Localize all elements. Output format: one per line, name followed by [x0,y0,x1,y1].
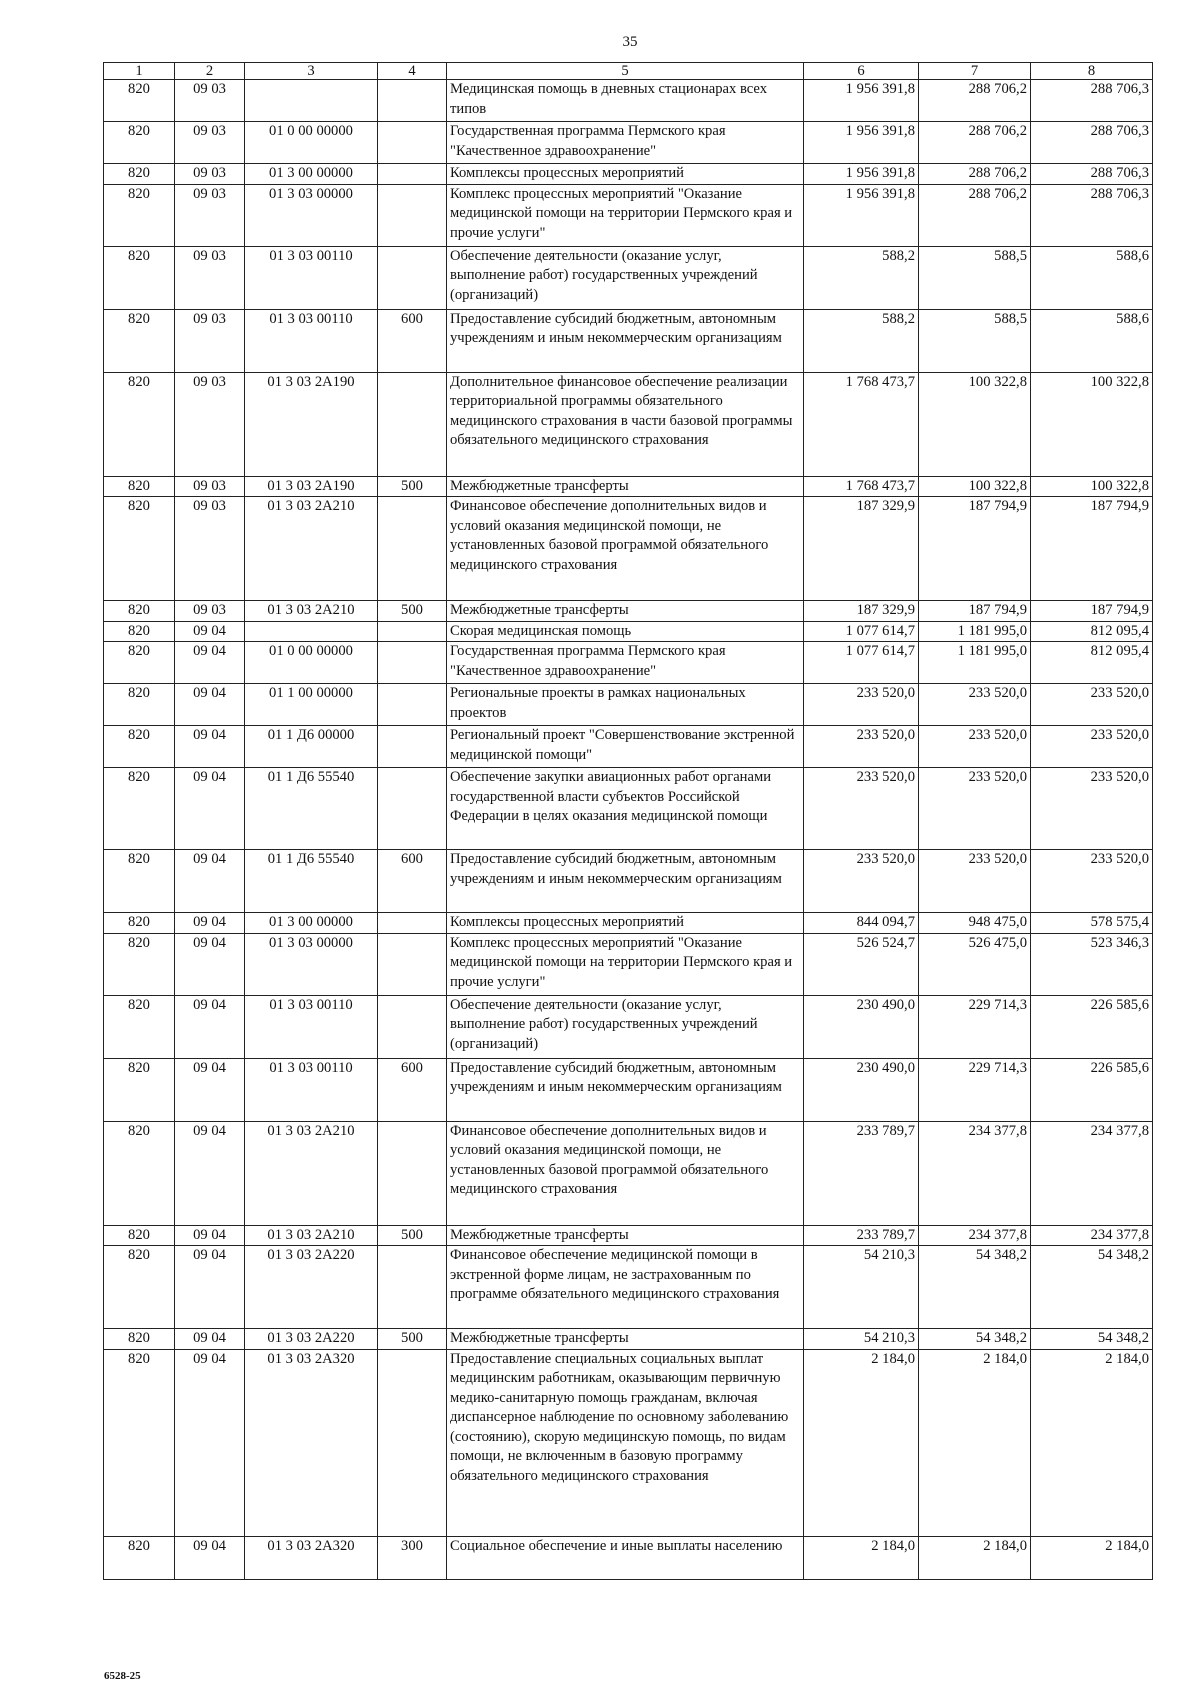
description-cell: Государственная программа Пермского края "Качественное здравоохранение" [447,122,804,164]
amount-2027-cell: 588,6 [1031,246,1153,309]
ministry-code-cell: 820 [104,1058,175,1121]
expense-type-cell [378,768,447,850]
amount-2026-cell: 100 322,8 [919,372,1031,476]
section-cell: 09 04 [175,621,245,642]
target-article-cell: 01 3 03 2A220 [245,1246,378,1329]
description-cell: Межбюджетные трансферты [447,1329,804,1350]
ministry-code-cell: 820 [104,933,175,995]
amount-2025-cell: 844 094,7 [804,913,919,934]
description-cell: Предоставление специальных социальных выплат медицинским работникам, оказывающим первичную медико-санитарную помощь гражданам, включая диспансерное наблюдение по основному заболеванию (состоянию), скорую медицинскую помощь, по видам помощи, не включенным в базовую программу обязательного медицинского страхования [447,1349,804,1536]
target-article-cell: 01 3 03 00110 [245,309,378,372]
description-cell: Медицинская помощь в дневных стационарах всех типов [447,80,804,122]
column-header: 8 [1031,63,1153,80]
target-article-cell: 01 0 00 00000 [245,642,378,684]
amount-2027-cell: 187 794,9 [1031,497,1153,601]
amount-2025-cell: 1 768 473,7 [804,476,919,497]
expense-type-cell [378,995,447,1058]
ministry-code-cell: 820 [104,1349,175,1536]
table-row [104,933,1153,995]
ministry-code-cell: 820 [104,684,175,726]
section-cell: 09 03 [175,184,245,246]
description-cell: Региональный проект "Совершенствование экстренной медицинской помощи" [447,726,804,768]
ministry-code-cell: 820 [104,164,175,185]
target-article-cell: 01 3 00 00000 [245,164,378,185]
amount-2027-cell: 2 184,0 [1031,1536,1153,1579]
expense-type-cell [378,1246,447,1329]
amount-2027-cell: 288 706,3 [1031,80,1153,122]
amount-2025-cell: 588,2 [804,309,919,372]
section-cell: 09 04 [175,1329,245,1350]
expense-type-cell [378,1349,447,1536]
ministry-code-cell: 820 [104,621,175,642]
target-article-cell: 01 0 00 00000 [245,122,378,164]
amount-2025-cell: 1 956 391,8 [804,122,919,164]
amount-2027-cell: 233 520,0 [1031,726,1153,768]
amount-2026-cell: 187 794,9 [919,497,1031,601]
ministry-code-cell: 820 [104,372,175,476]
section-cell: 09 03 [175,309,245,372]
amount-2027-cell: 288 706,3 [1031,122,1153,164]
table-row [104,684,1153,726]
section-cell: 09 04 [175,1058,245,1121]
amount-2027-cell: 54 348,2 [1031,1246,1153,1329]
table-row [104,122,1153,164]
section-cell: 09 04 [175,726,245,768]
ministry-code-cell: 820 [104,122,175,164]
amount-2025-cell: 2 184,0 [804,1536,919,1579]
amount-2025-cell: 230 490,0 [804,1058,919,1121]
table-row [104,621,1153,642]
section-cell: 09 03 [175,246,245,309]
target-article-cell: 01 3 03 00000 [245,933,378,995]
expense-type-cell [378,184,447,246]
amount-2025-cell: 526 524,7 [804,933,919,995]
amount-2025-cell: 230 490,0 [804,995,919,1058]
description-cell: Комплекс процессных мероприятий "Оказание медицинской помощи на территории Пермского края и прочие услуги" [447,933,804,995]
target-article-cell: 01 1 00 00000 [245,684,378,726]
target-article-cell: 01 3 03 2A220 [245,1329,378,1350]
ministry-code-cell: 820 [104,1121,175,1225]
amount-2026-cell: 233 520,0 [919,768,1031,850]
description-cell: Межбюджетные трансферты [447,476,804,497]
amount-2026-cell: 229 714,3 [919,995,1031,1058]
column-header: 5 [447,63,804,80]
ministry-code-cell: 820 [104,246,175,309]
description-cell: Финансовое обеспечение дополнительных видов и условий оказания медицинской помощи, не установленных базовой программой обязательного медицинского страхования [447,497,804,601]
amount-2025-cell: 233 520,0 [804,684,919,726]
amount-2025-cell: 233 789,7 [804,1225,919,1246]
amount-2026-cell: 100 322,8 [919,476,1031,497]
target-article-cell: 01 3 03 00110 [245,995,378,1058]
amount-2027-cell: 100 322,8 [1031,476,1153,497]
amount-2026-cell: 54 348,2 [919,1246,1031,1329]
table-row [104,726,1153,768]
amount-2027-cell: 578 575,4 [1031,913,1153,934]
description-cell: Финансовое обеспечение медицинской помощи в экстренной форме лицам, не застрахованным по программе обязательного медицинского страхования [447,1246,804,1329]
expense-type-cell [378,246,447,309]
description-cell: Государственная программа Пермского края "Качественное здравоохранение" [447,642,804,684]
description-cell: Дополнительное финансовое обеспечение реализации территориальной программы обязательного медицинского страхования в части базовой программы обязательного медицинского страхования [447,372,804,476]
table-row [104,913,1153,934]
expense-type-cell: 500 [378,601,447,622]
description-cell: Обеспечение деятельности (оказание услуг, выполнение работ) государственных учреждений (организаций) [447,995,804,1058]
expense-type-cell [378,642,447,684]
section-cell: 09 04 [175,642,245,684]
amount-2026-cell: 233 520,0 [919,850,1031,913]
ministry-code-cell: 820 [104,601,175,622]
expense-type-cell: 500 [378,1225,447,1246]
table-row [104,246,1153,309]
amount-2027-cell: 288 706,3 [1031,164,1153,185]
description-cell: Предоставление субсидий бюджетным, автономным учреждениям и иным некоммерческим организациям [447,1058,804,1121]
amount-2025-cell: 54 210,3 [804,1246,919,1329]
ministry-code-cell: 820 [104,184,175,246]
target-article-cell: 01 3 03 2A190 [245,372,378,476]
document-code: 6528-25 [104,1670,141,1682]
amount-2027-cell: 2 184,0 [1031,1349,1153,1536]
description-cell: Финансовое обеспечение дополнительных видов и условий оказания медицинской помощи, не установленных базовой программой обязательного медицинского страхования [447,1121,804,1225]
description-cell: Комплексы процессных мероприятий [447,164,804,185]
expense-type-cell: 600 [378,850,447,913]
section-cell: 09 04 [175,850,245,913]
table-row [104,1225,1153,1246]
expense-type-cell [378,913,447,934]
expense-type-cell: 300 [378,1536,447,1579]
amount-2027-cell: 234 377,8 [1031,1121,1153,1225]
amount-2027-cell: 233 520,0 [1031,768,1153,850]
description-cell: Комплексы процессных мероприятий [447,913,804,934]
amount-2027-cell: 588,6 [1031,309,1153,372]
column-header: 7 [919,63,1031,80]
amount-2025-cell: 187 329,9 [804,497,919,601]
table-row [104,80,1153,122]
section-cell: 09 03 [175,80,245,122]
amount-2025-cell: 233 520,0 [804,768,919,850]
target-article-cell: 01 3 03 00110 [245,1058,378,1121]
section-cell: 09 04 [175,913,245,934]
expense-type-cell [378,684,447,726]
ministry-code-cell: 820 [104,642,175,684]
target-article-cell: 01 3 03 2A210 [245,601,378,622]
ministry-code-cell: 820 [104,1329,175,1350]
amount-2025-cell: 233 789,7 [804,1121,919,1225]
page-number: 35 [622,34,638,50]
amount-2025-cell: 2 184,0 [804,1349,919,1536]
amount-2026-cell: 234 377,8 [919,1225,1031,1246]
table-row [104,309,1153,372]
target-article-cell [245,621,378,642]
description-cell: Межбюджетные трансферты [447,1225,804,1246]
amount-2026-cell: 288 706,2 [919,80,1031,122]
section-cell: 09 03 [175,372,245,476]
amount-2027-cell: 233 520,0 [1031,850,1153,913]
amount-2026-cell: 288 706,2 [919,164,1031,185]
target-article-cell: 01 3 03 00000 [245,184,378,246]
table-row [104,372,1153,476]
amount-2025-cell: 1 956 391,8 [804,164,919,185]
ministry-code-cell: 820 [104,1536,175,1579]
section-cell: 09 03 [175,164,245,185]
description-cell: Скорая медицинская помощь [447,621,804,642]
table-row [104,1329,1153,1350]
description-cell: Межбюджетные трансферты [447,601,804,622]
expense-type-cell: 600 [378,309,447,372]
section-cell: 09 04 [175,933,245,995]
ministry-code-cell: 820 [104,850,175,913]
column-header: 2 [175,63,245,80]
ministry-code-cell: 820 [104,995,175,1058]
amount-2026-cell: 588,5 [919,309,1031,372]
amount-2026-cell: 526 475,0 [919,933,1031,995]
ministry-code-cell: 820 [104,1246,175,1329]
table-row [104,1349,1153,1536]
table-row [104,601,1153,622]
target-article-cell [245,80,378,122]
expense-type-cell [378,933,447,995]
table-row [104,1121,1153,1225]
expense-type-cell: 500 [378,1329,447,1350]
budget-table [103,62,1153,1580]
target-article-cell: 01 3 03 2A320 [245,1536,378,1579]
expense-type-cell [378,122,447,164]
amount-2027-cell: 187 794,9 [1031,601,1153,622]
ministry-code-cell: 820 [104,309,175,372]
ministry-code-cell: 820 [104,913,175,934]
amount-2026-cell: 288 706,2 [919,122,1031,164]
column-header: 1 [104,63,175,80]
description-cell: Социальное обеспечение и иные выплаты населению [447,1536,804,1579]
section-cell: 09 04 [175,1121,245,1225]
target-article-cell: 01 3 00 00000 [245,913,378,934]
table-row [104,497,1153,601]
amount-2026-cell: 233 520,0 [919,726,1031,768]
amount-2026-cell: 2 184,0 [919,1349,1031,1536]
amount-2025-cell: 588,2 [804,246,919,309]
target-article-cell: 01 3 03 2A210 [245,1225,378,1246]
amount-2025-cell: 1 956 391,8 [804,80,919,122]
ministry-code-cell: 820 [104,476,175,497]
amount-2026-cell: 288 706,2 [919,184,1031,246]
target-article-cell: 01 3 03 2A320 [245,1349,378,1536]
amount-2026-cell: 234 377,8 [919,1121,1031,1225]
amount-2026-cell: 187 794,9 [919,601,1031,622]
amount-2025-cell: 187 329,9 [804,601,919,622]
section-cell: 09 03 [175,601,245,622]
description-cell: Региональные проекты в рамках национальных проектов [447,684,804,726]
target-article-cell: 01 3 03 2A190 [245,476,378,497]
description-cell: Комплекс процессных мероприятий "Оказание медицинской помощи на территории Пермского края и прочие услуги" [447,184,804,246]
column-header: 4 [378,63,447,80]
expense-type-cell [378,1121,447,1225]
expense-type-cell [378,726,447,768]
amount-2025-cell: 1 956 391,8 [804,184,919,246]
target-article-cell: 01 3 03 2A210 [245,1121,378,1225]
amount-2026-cell: 2 184,0 [919,1536,1031,1579]
target-article-cell: 01 3 03 00110 [245,246,378,309]
expense-type-cell [378,164,447,185]
amount-2025-cell: 54 210,3 [804,1329,919,1350]
amount-2027-cell: 288 706,3 [1031,184,1153,246]
description-cell: Обеспечение деятельности (оказание услуг, выполнение работ) государственных учреждений (организаций) [447,246,804,309]
table-row [104,768,1153,850]
column-header: 6 [804,63,919,80]
description-cell: Предоставление субсидий бюджетным, автономным учреждениям и иным некоммерческим организациям [447,850,804,913]
table-row [104,476,1153,497]
amount-2026-cell: 1 181 995,0 [919,621,1031,642]
amount-2026-cell: 233 520,0 [919,684,1031,726]
amount-2025-cell: 1 077 614,7 [804,621,919,642]
description-cell: Предоставление субсидий бюджетным, автономным учреждениям и иным некоммерческим организациям [447,309,804,372]
amount-2026-cell: 229 714,3 [919,1058,1031,1121]
amount-2026-cell: 948 475,0 [919,913,1031,934]
amount-2027-cell: 226 585,6 [1031,1058,1153,1121]
target-article-cell: 01 1 Д6 55540 [245,850,378,913]
amount-2027-cell: 54 348,2 [1031,1329,1153,1350]
amount-2025-cell: 233 520,0 [804,726,919,768]
amount-2027-cell: 812 095,4 [1031,642,1153,684]
table-row [104,1058,1153,1121]
section-cell: 09 03 [175,497,245,601]
table-row [104,642,1153,684]
expense-type-cell [378,497,447,601]
amount-2027-cell: 233 520,0 [1031,684,1153,726]
expense-type-cell [378,372,447,476]
amount-2026-cell: 54 348,2 [919,1329,1031,1350]
table-row [104,1536,1153,1579]
section-cell: 09 04 [175,684,245,726]
amount-2027-cell: 812 095,4 [1031,621,1153,642]
amount-2025-cell: 1 768 473,7 [804,372,919,476]
expense-type-cell [378,621,447,642]
amount-2027-cell: 100 322,8 [1031,372,1153,476]
table-body [104,80,1153,1580]
table-row [104,1246,1153,1329]
table-row [104,850,1153,913]
header-row [104,63,1153,80]
table-row [104,995,1153,1058]
section-cell: 09 04 [175,1246,245,1329]
target-article-cell: 01 3 03 2A210 [245,497,378,601]
target-article-cell: 01 1 Д6 00000 [245,726,378,768]
ministry-code-cell: 820 [104,497,175,601]
target-article-cell: 01 1 Д6 55540 [245,768,378,850]
section-cell: 09 03 [175,476,245,497]
ministry-code-cell: 820 [104,80,175,122]
amount-2027-cell: 226 585,6 [1031,995,1153,1058]
expense-type-cell [378,80,447,122]
amount-2025-cell: 233 520,0 [804,850,919,913]
section-cell: 09 04 [175,768,245,850]
section-cell: 09 04 [175,1536,245,1579]
amount-2027-cell: 523 346,3 [1031,933,1153,995]
section-cell: 09 04 [175,995,245,1058]
section-cell: 09 03 [175,122,245,164]
section-cell: 09 04 [175,1225,245,1246]
amount-2027-cell: 234 377,8 [1031,1225,1153,1246]
section-cell: 09 04 [175,1349,245,1536]
expense-type-cell: 600 [378,1058,447,1121]
ministry-code-cell: 820 [104,1225,175,1246]
amount-2026-cell: 588,5 [919,246,1031,309]
amount-2025-cell: 1 077 614,7 [804,642,919,684]
table-row [104,184,1153,246]
amount-2026-cell: 1 181 995,0 [919,642,1031,684]
ministry-code-cell: 820 [104,768,175,850]
table-row [104,164,1153,185]
ministry-code-cell: 820 [104,726,175,768]
column-header: 3 [245,63,378,80]
expense-type-cell: 500 [378,476,447,497]
description-cell: Обеспечение закупки авиационных работ органами государственной власти субъектов Российской Федерации в целях оказания медицинской помощи [447,768,804,850]
